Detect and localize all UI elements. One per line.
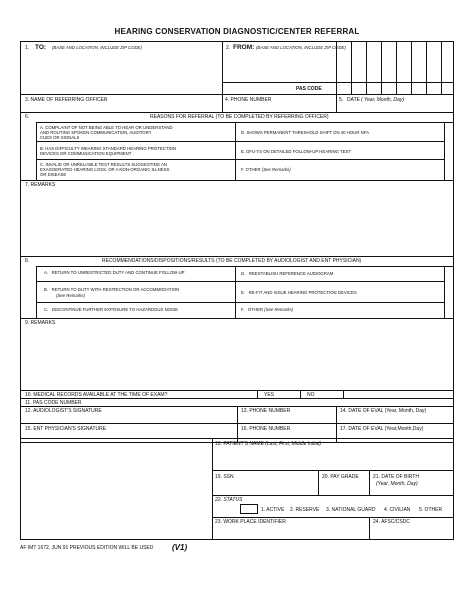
recommendations-header: RECOMMENDATIONS/DISPOSITIONS/RESULTS (TO BE COMPLETED BY AUDIOLOGIST AND ENT PHYSICIAN) — [102, 258, 362, 264]
from-hint: (BASE AND LOCATION, INCLUDE ZIP CODE) — [256, 45, 346, 50]
work-place-label: 23. WORK PLACE IDENTIFIER — [215, 519, 286, 525]
to-num: 1. — [25, 45, 30, 51]
pas-code-grid[interactable] — [336, 82, 454, 94]
reason-d[interactable]: D. SHOWS PERMANENT THRESHOLD SHIFT ON 40 HOUR NFA — [241, 130, 369, 135]
row-15-top — [20, 423, 454, 424]
yes-label[interactable]: YES — [264, 392, 275, 398]
patient-name-label — [215, 441, 321, 447]
rec-f-hint: (See Remarks) — [264, 307, 294, 312]
date-divider — [336, 94, 337, 112]
phone-16-label: 16. PHONE NUMBER — [241, 426, 291, 432]
reason-a[interactable]: A. COMPLAINT OF NOT BEING ABLE TO HEAR OR UNDERSTAND AND ROUTING SPOKEN COMMUNICATION, AUDITORY CUES OR SIGNALS — [40, 125, 173, 140]
no-label[interactable]: NO — [307, 392, 315, 398]
rec-c[interactable]: C. DISCONTINUE FURTHER EXPOSURE TO HAZARDOUS NOISE — [44, 307, 178, 312]
reason-e[interactable]: E. DFU-TS ON DETAILED FOLLOW-UP HEARING TEST — [241, 149, 351, 154]
from-num: 2. — [226, 45, 231, 51]
rec-f[interactable] — [241, 307, 293, 312]
reasons-header: REASONS FOR REFERRAL (TO BE COMPLETED BY REFERRING OFFICER) — [150, 114, 329, 120]
phone-13-label: 13. PHONE NUMBER — [241, 408, 291, 414]
patient-name-num-label: 18. PATIENT'S NAME — [215, 441, 264, 447]
pay-dob-divider — [369, 470, 370, 495]
reason-f-hint: (See Remarks) — [261, 167, 291, 172]
rec-mid — [235, 266, 236, 318]
reasons-header-line — [36, 122, 454, 123]
reason-f-label: F. OTHER — [241, 167, 261, 172]
pas-code-label: PAS CODE — [296, 86, 322, 92]
row-3-top — [20, 94, 454, 95]
remarks-2-area[interactable] — [20, 328, 454, 390]
pas-code-number-label: 11. PAS CODE NUMBER — [25, 400, 82, 406]
rec-b[interactable]: B. RETURN TO DUTY WITH RESTRICTION OR ACCOMMODATION — [44, 287, 180, 292]
rec-a[interactable]: A. RETURN TO UNRESTRICTED DUTY AND CONTINUE FOLLOW-UP — [44, 270, 185, 275]
phone-label: 4. PHONE NUMBER — [225, 97, 272, 103]
recommendations-header-line — [36, 266, 454, 267]
reasons-right-edge — [444, 122, 445, 180]
date-17-label: 17. DATE OF EVAL (Year,Month,Day) — [340, 426, 424, 432]
status-active[interactable]: 1. ACTIVE — [261, 507, 285, 513]
rec-row-b-line — [36, 302, 444, 303]
pay-grade-label: 20. PAY GRADE — [322, 474, 359, 480]
status-other[interactable]: 5. OTHER — [419, 507, 443, 513]
status-national-guard[interactable]: 3. NATIONAL GUARD — [326, 507, 376, 513]
referring-officer-label: 3. NAME OF REFERRING OFFICER — [25, 97, 108, 103]
to-section[interactable] — [20, 41, 222, 94]
no-end-divider — [343, 390, 344, 398]
ssn-row-top — [212, 470, 454, 471]
no-divider — [300, 390, 301, 398]
ssn-label: 19. SSN — [215, 474, 234, 480]
to-hint: (BASE AND LOCATION, INCLUDE ZIP CODE) — [52, 45, 142, 50]
row-9-top — [20, 318, 454, 319]
status-row-top — [212, 495, 454, 496]
afsc-label: 24. AFSC/CSDC — [373, 519, 410, 525]
reasons-row-b-line — [36, 159, 444, 160]
medical-records-label: 10. MEDICAL RECORDS AVAILABLE AT THE TIME OF EXAM? — [25, 392, 168, 398]
yes-divider — [257, 390, 258, 398]
from-label: FROM: — [233, 44, 255, 51]
remarks-1-area[interactable] — [20, 190, 454, 256]
row-6-top — [20, 112, 454, 113]
status-checkbox[interactable] — [240, 504, 258, 514]
to-label: TO: — [35, 44, 47, 51]
rec-e[interactable]: E. RE-FIT AND ISSUE HEARING PROTECTION DEVICES — [241, 290, 357, 295]
rec-f-label: F. OTHER — [241, 307, 263, 312]
work-row-top — [212, 517, 454, 518]
row-11-top — [20, 398, 454, 399]
date-label: DATE — [347, 97, 360, 103]
form-footer: AF IMT 1672, JUN 91 PREVIOUS EDITION WILL BE USED — [20, 545, 154, 551]
rec-left-edge — [36, 266, 37, 318]
date-14-label: 14. DATE OF EVAL (Year, Month, Day) — [340, 408, 427, 414]
ssn-pay-divider — [318, 470, 319, 495]
rec-d[interactable]: D. REESTABLISH REFERENCE AUDIOGRAM — [241, 271, 334, 276]
row-10-top — [20, 390, 454, 391]
rec-right-edge — [444, 266, 445, 318]
reasons-left-edge — [36, 122, 37, 180]
dob-label: 21. DATE OF BIRTH — [373, 474, 419, 480]
audiologist-sig-label: 12. AUDIOLOGIST'S SIGNATURE — [25, 408, 102, 414]
remarks-1-label: 7. REMARKS — [25, 182, 56, 188]
recommendations-num: 8. — [25, 258, 30, 264]
pas-code-line — [222, 82, 336, 83]
reasons-row-a-line — [36, 141, 444, 142]
ent-sig-label: 15. ENT PHYSICIAN'S SIGNATURE — [25, 426, 107, 432]
patient-name-field[interactable] — [213, 448, 454, 470]
form-version: (V1) — [172, 543, 188, 552]
rec-row-a-line — [36, 281, 444, 282]
remarks-2-label: 9. REMARKS — [25, 320, 56, 326]
dob-hint: (Year, Month, Day) — [376, 481, 418, 487]
row-7-top — [20, 180, 454, 181]
status-reserve[interactable]: 2. RESERVE — [290, 507, 320, 513]
date-num: 5. — [339, 97, 344, 103]
row-8-top — [20, 256, 454, 257]
rec-b-hint: (See Remarks) — [56, 293, 85, 298]
status-label: 22. STATUS — [215, 497, 243, 503]
reason-c[interactable]: C. INVALID OR UNRELIABLE TEST RESULTS SUGGESTING AN EXAGGERATED HEARING LOSS, OR A NON-ORGANIC ILLNESS OR DISEASE — [40, 162, 170, 177]
work-afsc-divider — [369, 517, 370, 540]
status-options — [212, 504, 454, 517]
reason-f[interactable] — [241, 167, 291, 172]
reason-b[interactable]: B. HAS DIFFICULTY WEARING STANDARD HEARING PROTECTION DEVICES OR COMMUNICATION EQUIPMENT — [40, 146, 177, 156]
reasons-num: 6. — [25, 114, 30, 120]
form-title: HEARING CONSERVATION DIAGNOSTIC/CENTER REFERRAL — [114, 27, 360, 36]
reasons-mid — [235, 122, 236, 180]
date-hint: ( Year, Month, Day) — [361, 97, 404, 103]
patient-name-hint: (Last, First, Middle Initial) — [265, 441, 322, 447]
status-civilian[interactable]: 4. CIVILIAN — [384, 507, 411, 513]
